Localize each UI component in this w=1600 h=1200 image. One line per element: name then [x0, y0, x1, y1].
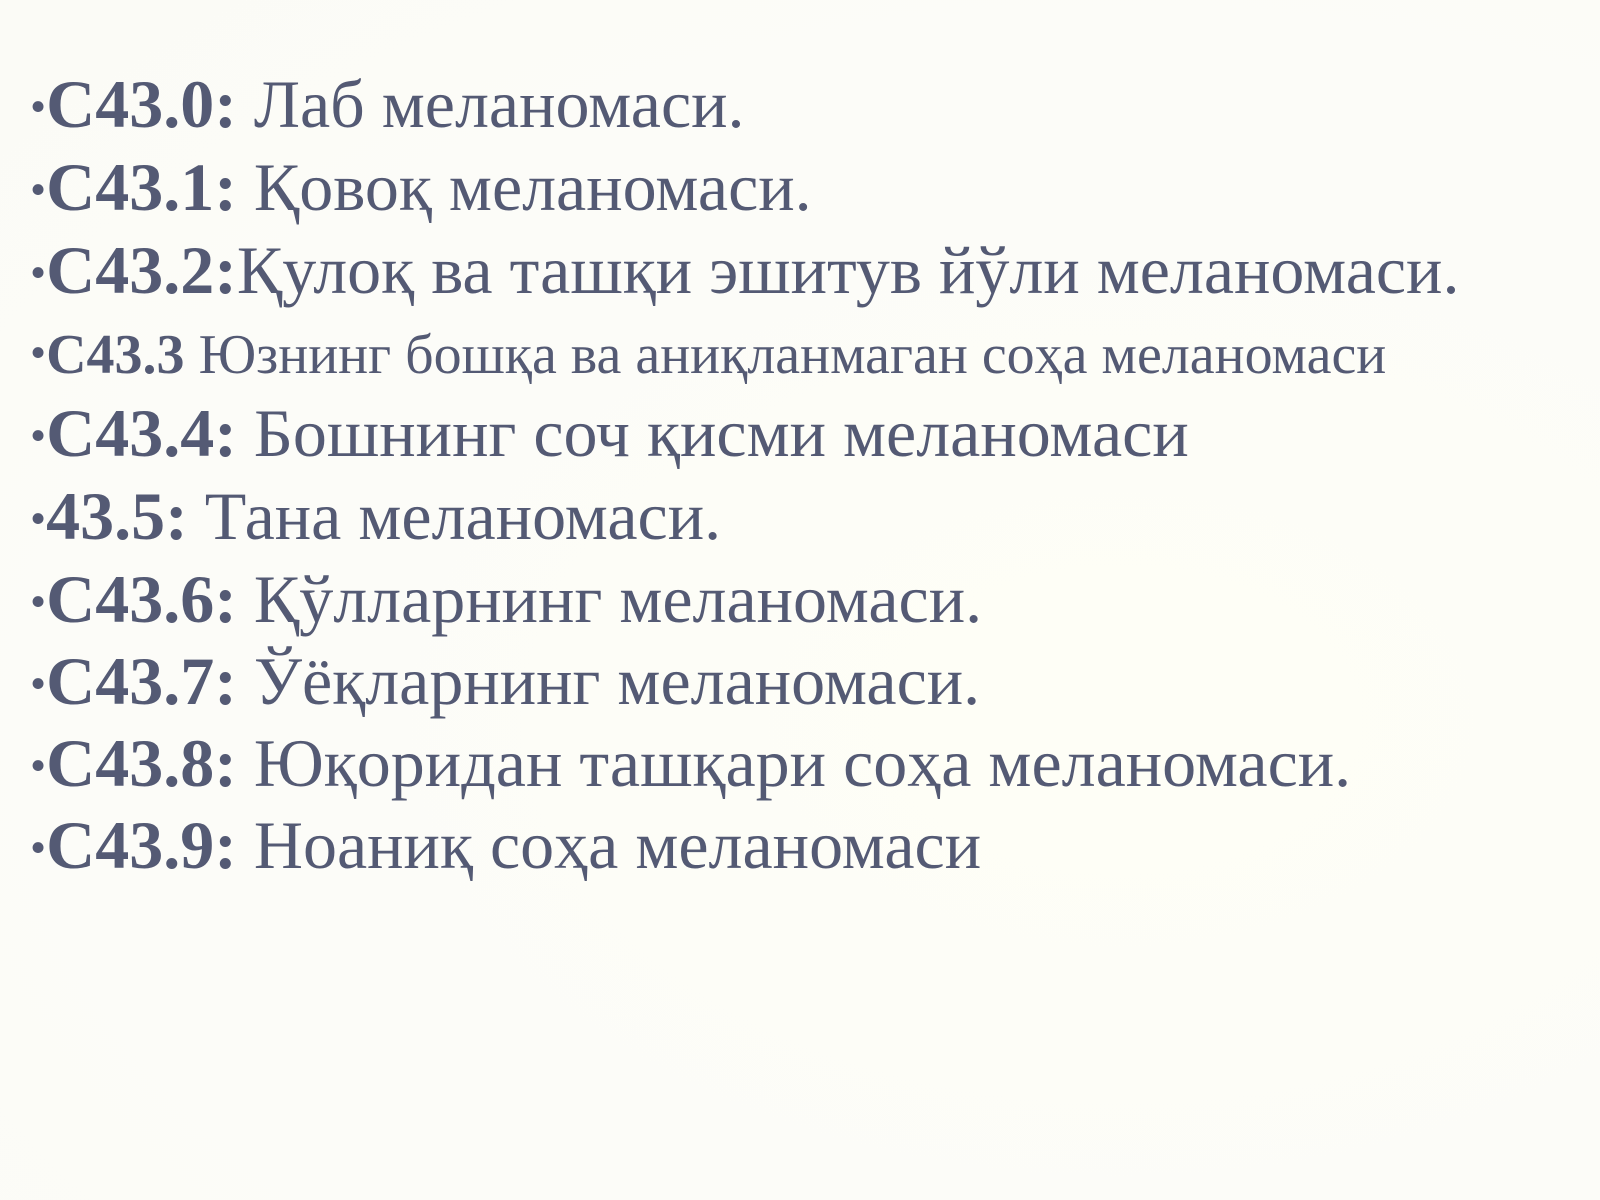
list-item-c43-4	[30, 395, 1189, 471]
code-label: C43.8:	[46, 725, 237, 801]
code-label: C43.9:	[46, 807, 237, 883]
code-label: C43.6:	[46, 561, 237, 637]
list-item-c43-6	[30, 561, 983, 637]
item-text: Қовоқ меланомаси.	[253, 149, 812, 225]
item-text: Юзнинг бошқа ва аниқланмаган соҳа меланомаси	[198, 324, 1387, 386]
item-text: Ўёқларнинг меланомаси.	[253, 643, 981, 719]
code-label: C43.0:	[46, 66, 237, 142]
bullet: •	[30, 326, 47, 378]
bullet: •	[30, 739, 47, 791]
list-item-c43-9	[30, 807, 982, 883]
item-text: Бошнинг соч қисми меланомаси	[253, 395, 1189, 471]
code-label: C43.2:	[46, 232, 237, 308]
item-text: Юқоридан ташқари соҳа меланомаси.	[253, 725, 1352, 801]
code-label: C43.3	[46, 324, 185, 386]
bullet: •	[30, 657, 47, 709]
code-label: C43.7:	[46, 643, 237, 719]
bullet: •	[30, 821, 47, 873]
bullet: •	[30, 246, 47, 298]
item-text: Лаб меланомаси.	[253, 66, 745, 142]
bullet: •	[30, 575, 47, 627]
item-text: Қулоқ ва ташқи эшитув йўли меланомаси.	[236, 232, 1460, 308]
list-item-c43-7	[30, 643, 981, 719]
item-text: Ноаниқ соҳа меланомаси	[253, 807, 982, 883]
bullet: •	[30, 163, 47, 215]
bullet: •	[30, 80, 47, 132]
bullet: •	[30, 492, 47, 544]
list-item-c43-0	[30, 66, 745, 142]
item-text: Қўлларнинг меланомаси.	[253, 561, 983, 637]
item-text: Тана меланомаси.	[204, 478, 722, 554]
list-item-c43-3	[30, 324, 1387, 386]
list-item-c43-8	[30, 725, 1352, 801]
bullet: •	[30, 409, 47, 461]
list-item-43-5	[30, 478, 722, 554]
list-item-c43-2	[30, 232, 1460, 308]
list-item-c43-1	[30, 149, 812, 225]
code-label: C43.4:	[46, 395, 237, 471]
code-label: C43.1:	[46, 149, 237, 225]
code-label: 43.5:	[46, 478, 188, 554]
